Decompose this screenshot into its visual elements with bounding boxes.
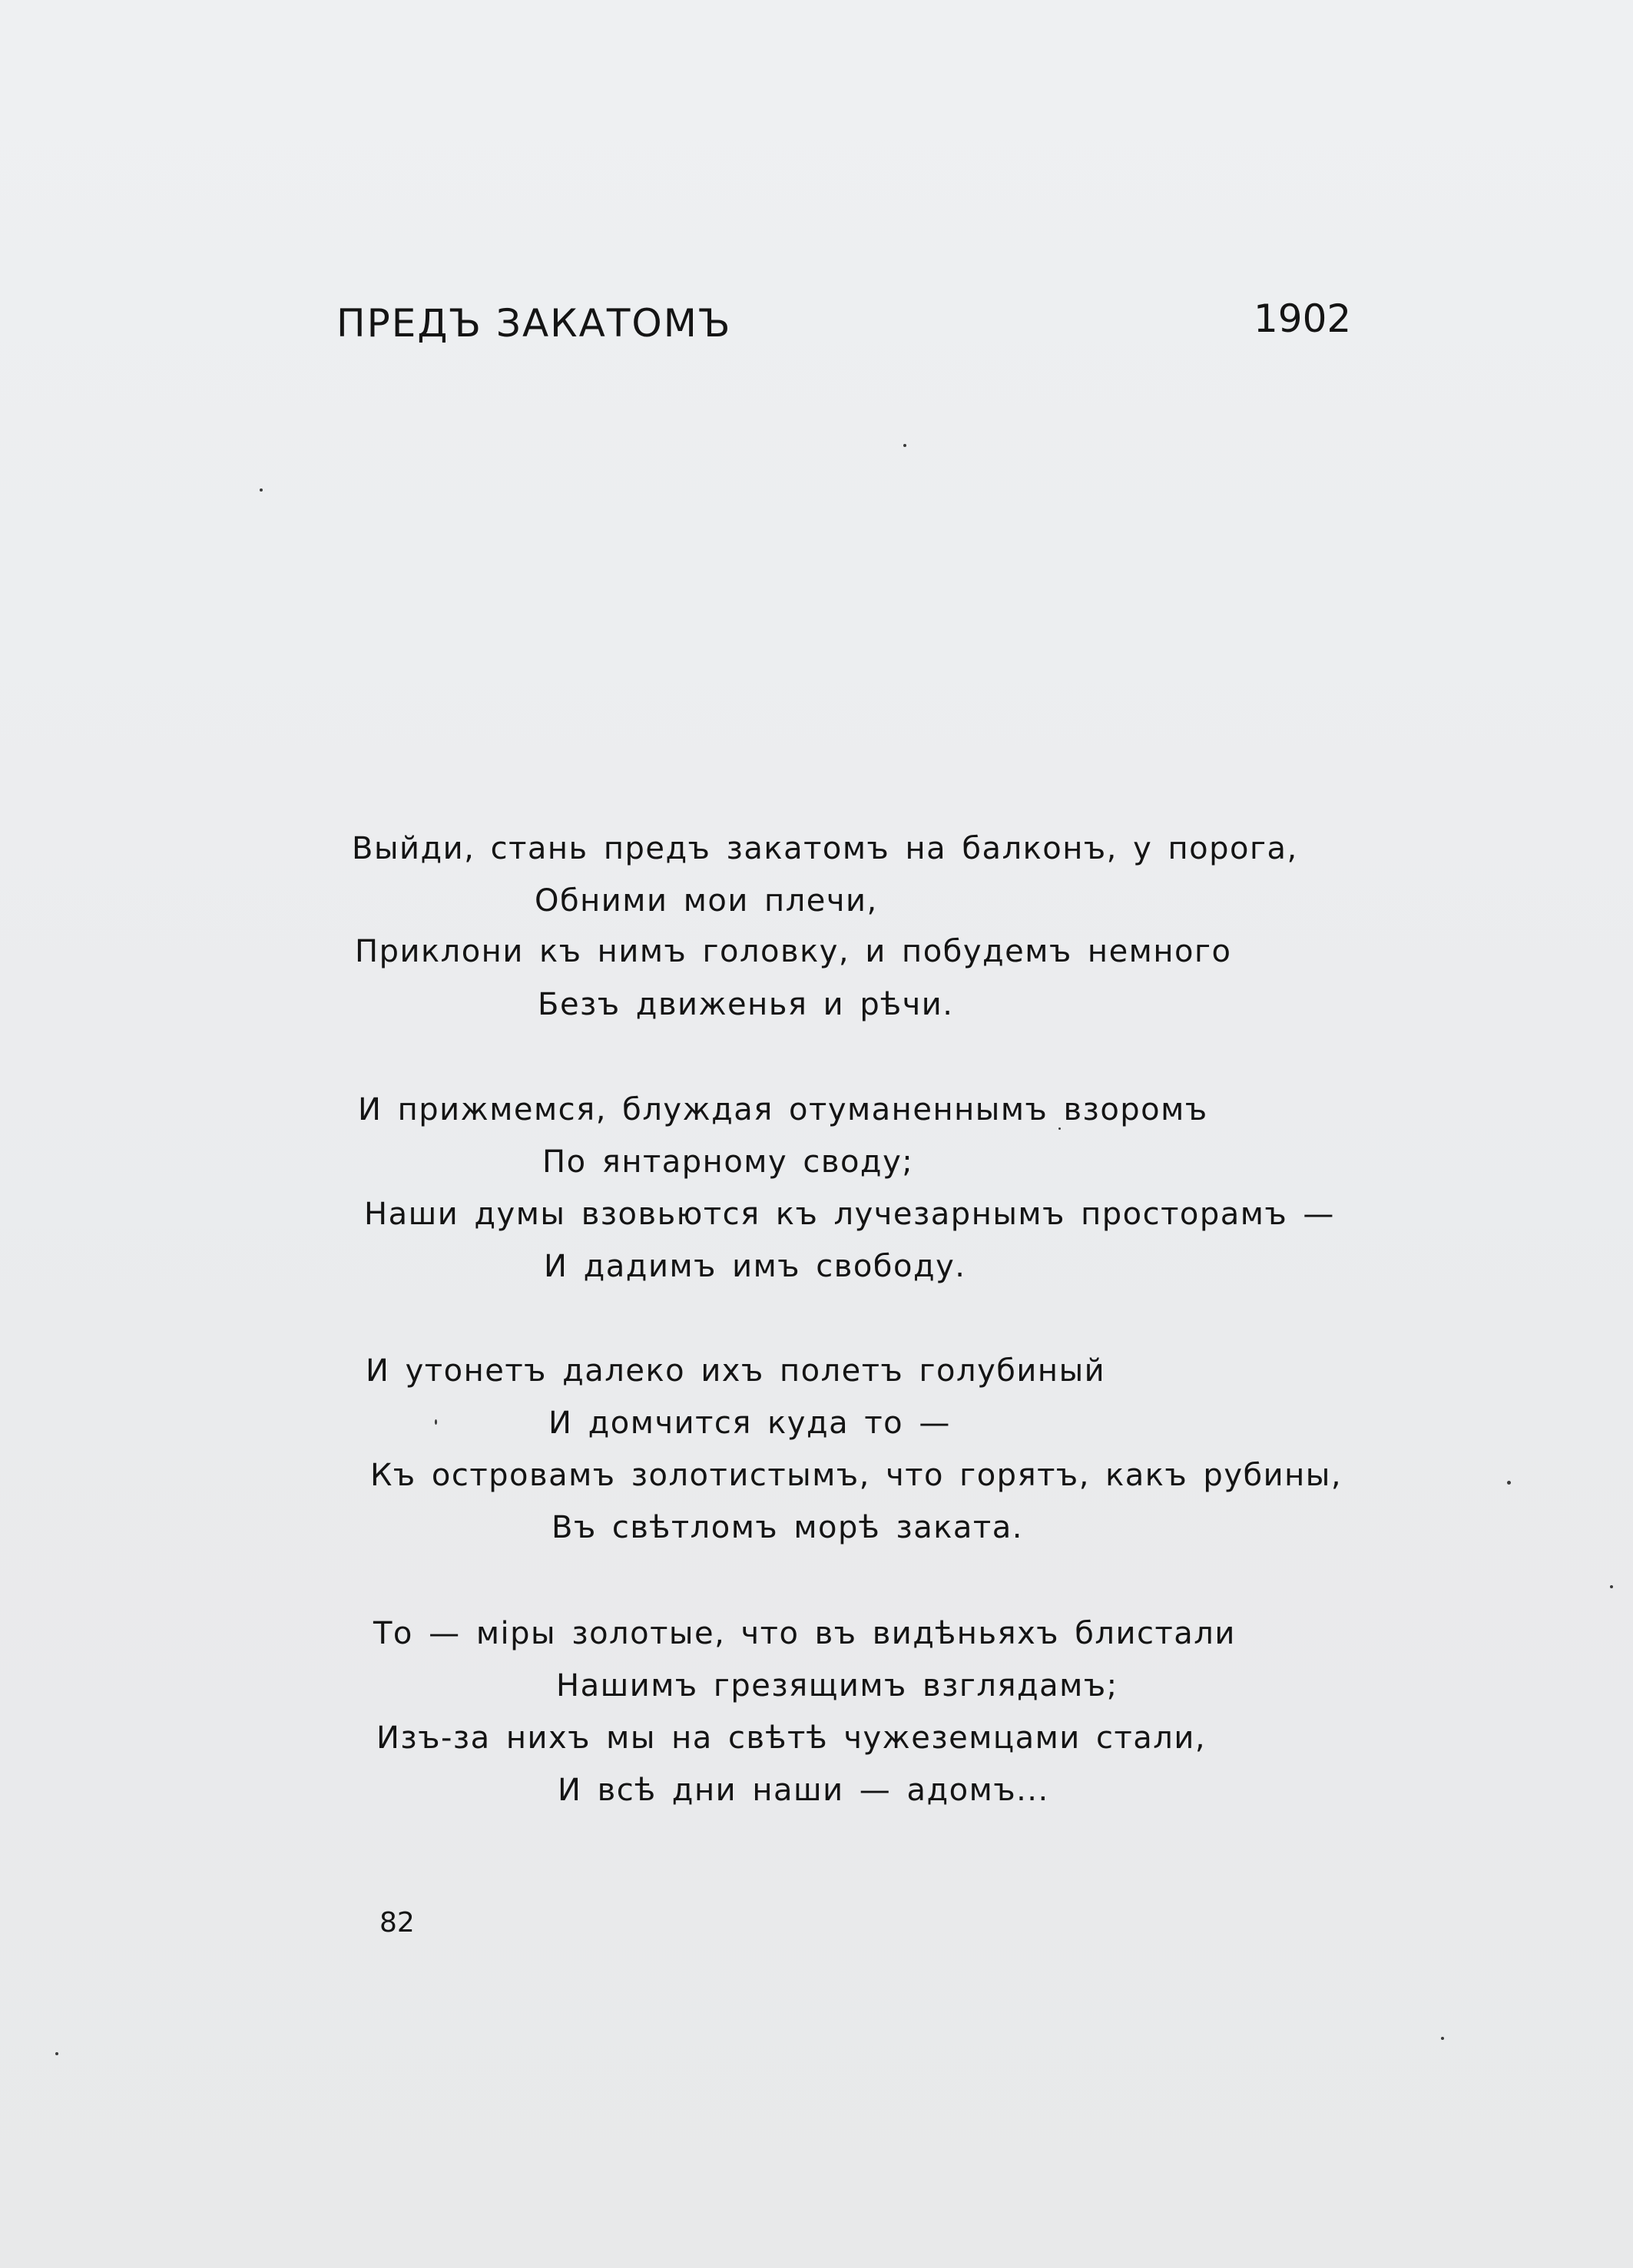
paper-speck	[1610, 1585, 1613, 1588]
paper-speck	[903, 444, 906, 447]
poem-line: Выйди, стань предъ закатомъ на балконъ, у порога,	[352, 831, 1298, 866]
poem-line: И всѣ дни наши — адомъ...	[558, 1773, 1049, 1808]
page-number: 82	[379, 1907, 415, 1939]
poem-line: Обними мои плечи,	[535, 883, 878, 919]
paper-speck	[1058, 1127, 1061, 1130]
poem-line: И прижмемся, блуждая отуманеннымъ взоромъ	[358, 1092, 1208, 1127]
poem-line: То — міры золотые, что въ видѣньяхъ блистали	[373, 1616, 1236, 1651]
poem-line: Въ свѣтломъ морѣ заката.	[552, 1510, 1023, 1545]
poem-line: Наши думы взовьются къ лучезарнымъ просторамъ —	[364, 1197, 1335, 1232]
poem-line: Къ островамъ золотистымъ, что горятъ, какъ рубины,	[370, 1458, 1343, 1493]
poem-line: Нашимъ грезящимъ взглядамъ;	[556, 1668, 1118, 1703]
poem-line: И дадимъ имъ свободу.	[544, 1249, 966, 1284]
paper-speck	[1441, 2037, 1444, 2040]
poem-line: Изъ-за нихъ мы на свѣтѣ чужеземцами стали,	[376, 1720, 1207, 1756]
paper-speck	[260, 488, 263, 492]
poem-line: Приклони къ нимъ головку, и побудемъ немного	[355, 934, 1232, 969]
poem-line: По янтарному своду;	[542, 1144, 914, 1180]
paper-speck	[55, 2052, 58, 2055]
poem-line: Безъ движенья и рѣчи.	[538, 987, 954, 1022]
poem-line: И утонетъ далеко ихъ полетъ голубиный	[366, 1353, 1106, 1389]
poem-line: И домчится куда то —	[548, 1405, 951, 1441]
paper-speck	[1507, 1481, 1511, 1485]
paper-speck	[435, 1419, 437, 1425]
poem-title: ПРЕДЪ ЗАКАТОМЪ	[336, 301, 732, 346]
poem-year: 1902	[1254, 296, 1352, 341]
